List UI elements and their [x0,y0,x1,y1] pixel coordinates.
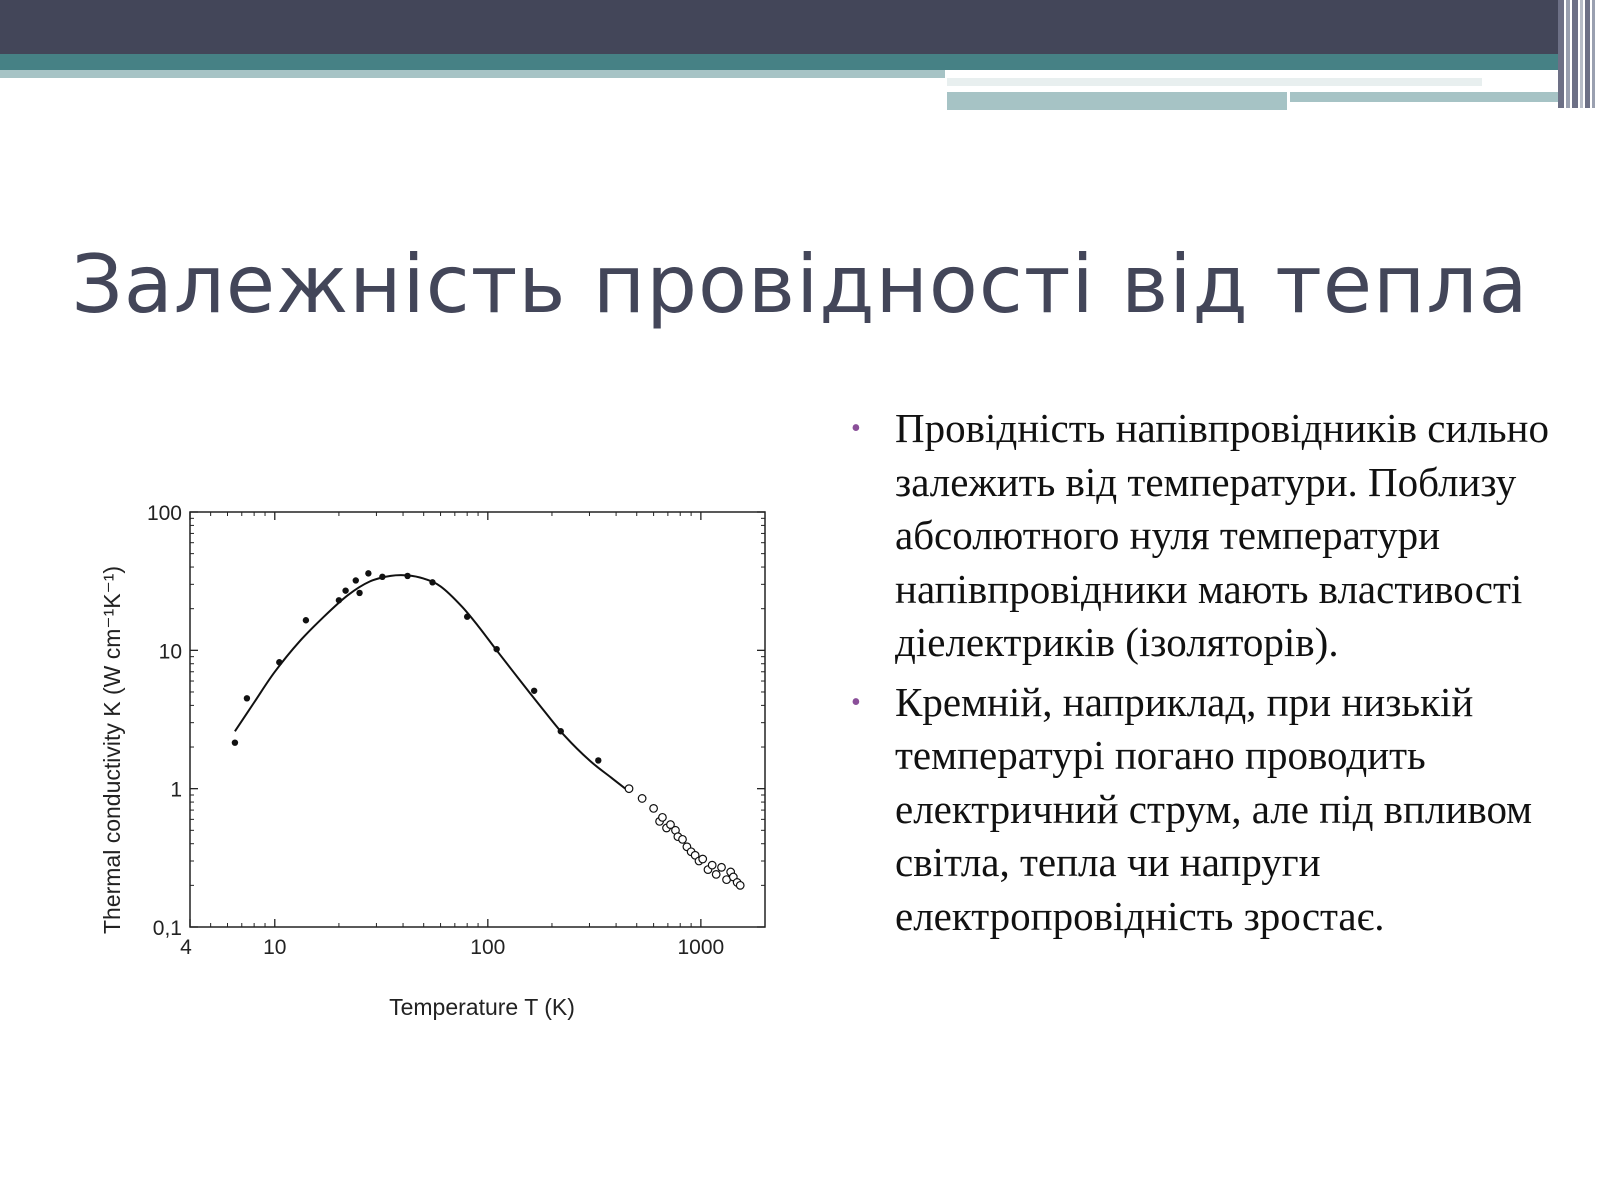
data-point-filled [232,739,238,745]
data-point-open [712,871,720,879]
corner-stripe [1585,0,1590,108]
y-tick-label: 10 [158,640,182,664]
data-point-filled [244,695,250,701]
bullet-list [848,402,1568,949]
data-point-filled [464,614,470,620]
bullet-text: Кремній, наприклад, при низькій температурі погано проводить електричний струм, але під впливом світла, тепла чи напруги електропровідність зростає. [895,678,1533,939]
bullet-dot-icon: • [851,413,861,444]
data-point-open [659,814,667,822]
y-tick-label: 1 [170,778,182,802]
x-tick-label: 1000 [677,936,725,959]
corner-stripe [1592,0,1595,108]
y-tick-label: 100 [146,502,182,525]
x-tick-label: 100 [470,936,506,959]
data-point-filled [303,617,309,623]
data-point-filled [558,728,564,734]
data-point-open [638,795,646,803]
plot-area [190,512,765,927]
corner-stripe [1558,0,1564,108]
header-band-dark [0,0,1560,54]
data-point-open [708,861,716,869]
slide-title: Залежність провідності від тепла [71,238,1529,331]
data-point-filled [353,577,359,583]
data-point-filled [342,587,348,593]
data-point-open [699,855,707,863]
corner-stripe [1566,0,1570,108]
x-tick-label: 10 [263,936,287,959]
corner-stripe [1572,0,1578,108]
data-point-open [679,836,687,844]
data-point-filled [531,688,537,694]
data-point-filled [379,574,385,580]
data-point-filled [336,597,342,603]
data-point-open [718,864,726,872]
header-band-light [0,70,945,78]
y-tick-label: 0,1 [152,917,182,940]
corner-stripe [1580,0,1583,108]
thermal-conductivity-chart [90,500,790,1040]
data-point-filled [365,570,371,576]
data-point-filled [493,646,499,652]
data-point-filled [276,659,282,665]
data-point-filled [429,579,435,585]
y-axis-label: Thermal conductivity K (W cm⁻¹K⁻¹) [99,565,125,935]
header-band-light-lower-right [1290,92,1560,102]
data-point-open [625,785,633,793]
fit-curve [235,575,627,790]
bullet-item [848,676,1568,944]
data-point-filled [595,757,601,763]
data-point-filled [356,590,362,596]
bullet-text: Провідність напівпровідників сильно залежить від температури. Поблизу абсолютного нуля температури напівпровідники мають властивості діелектриків (ізоляторів). [895,405,1549,665]
header-band-teal [0,54,1560,70]
data-point-filled [404,573,410,579]
data-point-open [736,882,744,890]
header-band-light-lower [947,92,1287,110]
bullet-item [848,402,1568,670]
bullet-dot-icon: • [851,686,861,718]
data-point-open [650,805,658,813]
x-tick-label: 4 [180,936,192,959]
header-band-light-thin [947,78,1482,86]
x-axis-label: Temperature T (K) [389,994,575,1020]
